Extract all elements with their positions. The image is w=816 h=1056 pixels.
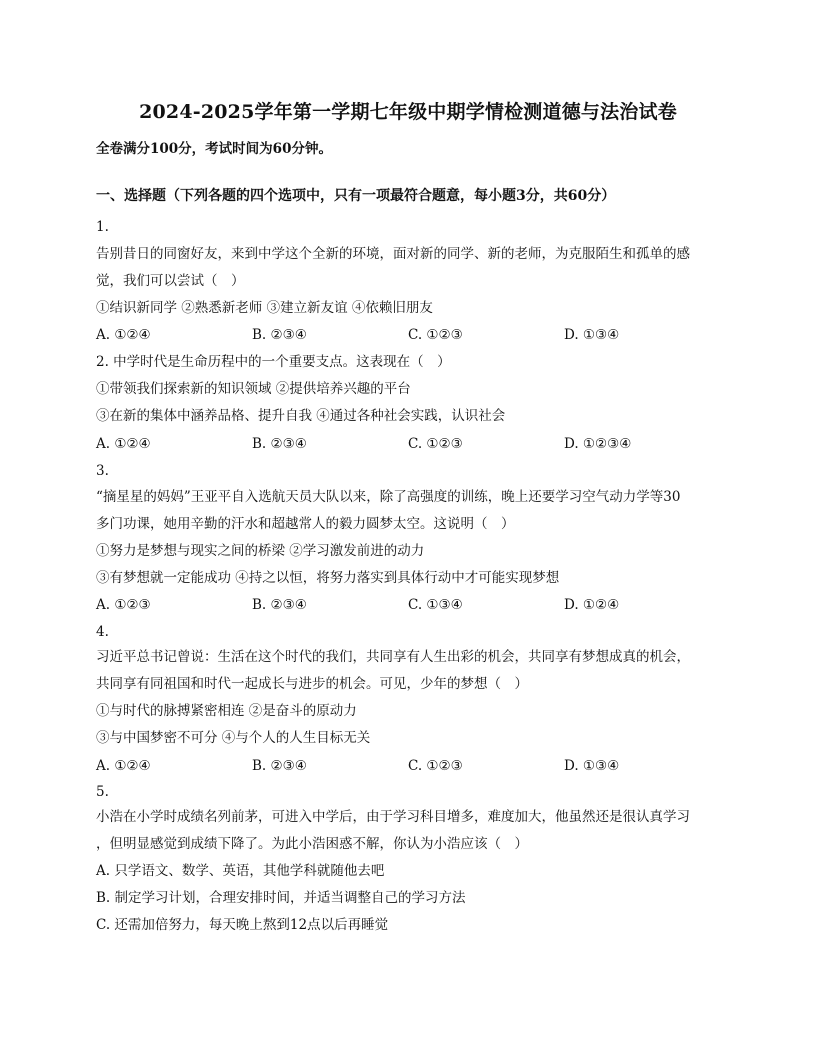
option-b[interactable]: B. ②③④ bbox=[252, 758, 307, 774]
question-number: 1. bbox=[96, 219, 109, 235]
option-a[interactable]: A. ①②④ bbox=[96, 758, 151, 774]
question-statements: ③有梦想就一定能成功 ④持之以恒，将努力落实到具体行动中才可能实现梦想 bbox=[96, 570, 560, 586]
question-stem: 2. 中学时代是生命历程中的一个重要支点。这表现在（ ） bbox=[96, 354, 451, 370]
option-c[interactable]: C. 还需加倍努力，每天晚上熬到12点以后再睡觉 bbox=[96, 917, 389, 933]
question-statements: ①努力是梦想与现实之间的桥梁 ②学习激发前进的动力 bbox=[96, 543, 425, 559]
exam-intro: 全卷满分100分，考试时间为60分钟。 bbox=[96, 141, 332, 157]
option-a[interactable]: A. 只学语文、数学、英语，其他学科就随他去吧 bbox=[96, 863, 385, 879]
option-c[interactable]: C. ①③④ bbox=[408, 597, 463, 613]
question-stem: 告别昔日的同窗好友，来到中学这个全新的环境，面对新的同学、新的老师，为克服陌生和孤单的感 bbox=[96, 246, 690, 262]
question-statements: ③在新的集体中涵养品格、提升自我 ④通过各种社会实践，认识社会 bbox=[96, 408, 506, 424]
question-number: 5. bbox=[96, 784, 109, 800]
option-a[interactable]: A. ①②③ bbox=[96, 597, 151, 613]
question-number: 3. bbox=[96, 463, 109, 479]
question-stem: 习近平总书记曾说：生活在这个时代的我们，共同享有人生出彩的机会，共同享有梦想成真的机会， bbox=[96, 649, 690, 665]
option-d[interactable]: D. ①③④ bbox=[564, 758, 620, 774]
option-c[interactable]: C. ①②③ bbox=[408, 758, 463, 774]
option-b[interactable]: B. 制定学习计划，合理安排时间，并适当调整自己的学习方法 bbox=[96, 890, 466, 906]
option-b[interactable]: B. ②③④ bbox=[252, 436, 307, 452]
section-heading: 一、选择题（下列各题的四个选项中，只有一项最符合题意，每小题3分，共60分） bbox=[96, 188, 616, 204]
page-title: 2024-2025学年第一学期七年级中期学情检测道德与法治试卷 bbox=[139, 101, 677, 123]
answer-options bbox=[96, 756, 696, 776]
answer-options bbox=[96, 325, 696, 345]
answer-options bbox=[96, 595, 696, 615]
question-stem: “摘星星的妈妈”王亚平自入选航天员大队以来，除了高强度的训练，晚上还要学习空气动力学等30 bbox=[96, 489, 681, 505]
question-statements: ③与中国梦密不可分 ④与个人的人生目标无关 bbox=[96, 730, 371, 746]
question-number: 4. bbox=[96, 624, 109, 640]
question-stem: 多门功课，她用辛勤的汗水和超越常人的毅力圆梦太空。这说明（ ） bbox=[96, 516, 515, 532]
option-d[interactable]: D. ①③④ bbox=[564, 327, 620, 343]
question-statements: ①结识新同学 ②熟悉新老师 ③建立新友谊 ④依赖旧朋友 bbox=[96, 300, 433, 316]
option-b[interactable]: B. ②③④ bbox=[252, 597, 307, 613]
option-c[interactable]: C. ①②③ bbox=[408, 436, 463, 452]
question-stem: 觉，我们可以尝试（ ） bbox=[96, 273, 245, 289]
option-d[interactable]: D. ①②④ bbox=[564, 597, 620, 613]
option-a[interactable]: A. ①②④ bbox=[96, 436, 151, 452]
question-stem: 共同享有同祖国和时代一起成长与进步的机会。可见，少年的梦想（ ） bbox=[96, 676, 528, 692]
option-c[interactable]: C. ①②③ bbox=[408, 327, 463, 343]
option-d[interactable]: D. ①②③④ bbox=[564, 436, 632, 452]
question-stem: ，但明显感觉到成绩下降了。为此小浩困惑不解，你认为小浩应该（ ） bbox=[96, 836, 528, 852]
answer-options bbox=[96, 434, 696, 454]
question-statements: ①与时代的脉搏紧密相连 ②是奋斗的原动力 bbox=[96, 703, 357, 719]
option-b[interactable]: B. ②③④ bbox=[252, 327, 307, 343]
option-a[interactable]: A. ①②④ bbox=[96, 327, 151, 343]
question-statements: ①带领我们探索新的知识领域 ②提供培养兴趣的平台 bbox=[96, 381, 411, 397]
question-stem: 小浩在小学时成绩名列前茅，可进入中学后，由于学习科目增多，难度加大，他虽然还是很认真学习 bbox=[96, 809, 690, 825]
